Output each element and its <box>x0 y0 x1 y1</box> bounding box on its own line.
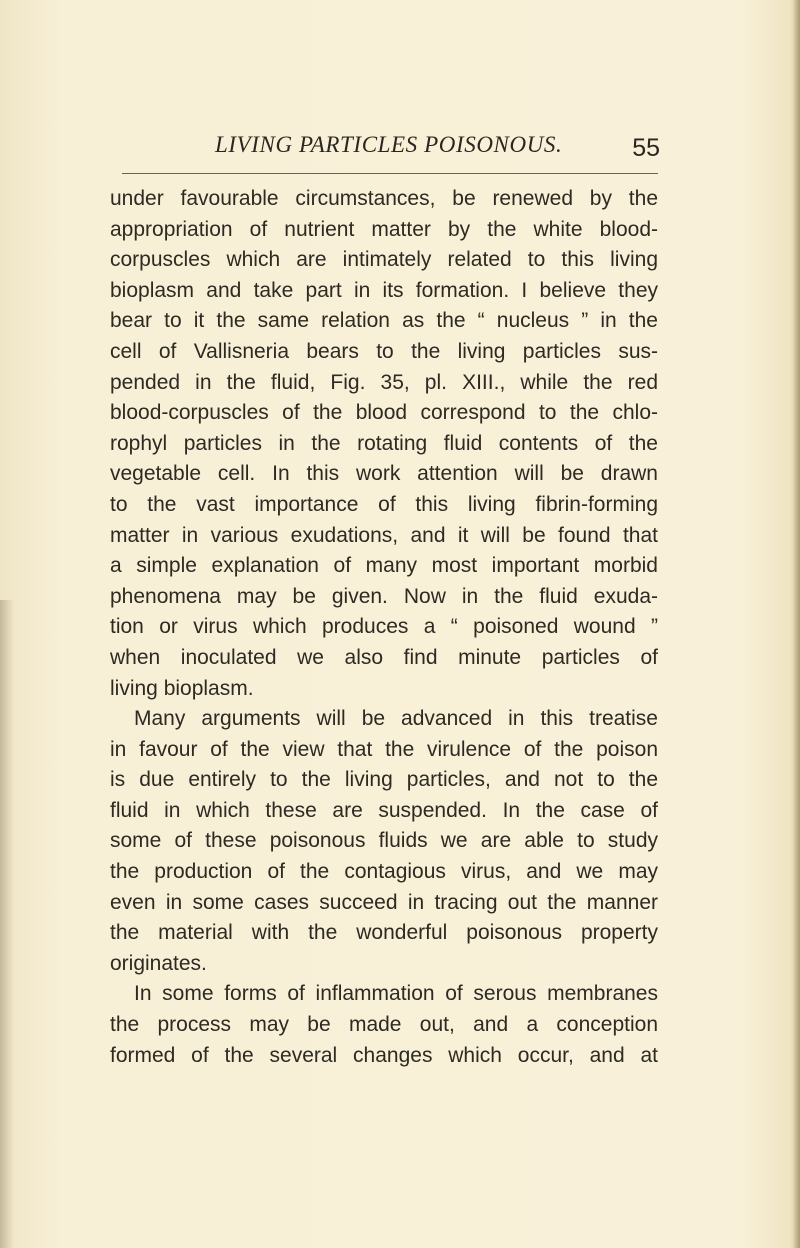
text-line: under favourable circumstances, be renewed by the <box>110 187 658 210</box>
text-line: the material with the wonderful poisonous property <box>110 921 658 945</box>
text-line: even in some cases succeed in tracing out the manner <box>110 890 658 914</box>
text-line: formed of the several changes which occur, and at <box>110 1043 658 1067</box>
header-rule <box>122 173 658 174</box>
text-line: matter in various exudations, and it will be found that <box>110 523 658 547</box>
text-line: pended in the fluid, Fig. 35, pl. XIII., while the red <box>110 370 658 394</box>
text-line: vegetable cell. In this work attention will be drawn <box>110 462 658 486</box>
text-line: the process may be made out, and a conception <box>110 1013 658 1037</box>
text-line: when inoculated we also find minute particles of <box>110 645 658 669</box>
page-number: 55 <box>632 134 660 162</box>
text-line: tion or virus which produces a “ poisoned wound ” <box>110 615 658 639</box>
text-line: appropriation of nutrient matter by the white blood- <box>110 217 658 241</box>
text-line: originates. <box>110 951 207 975</box>
text-line: bioplasm and take part in its formation. I believe they <box>110 278 658 302</box>
running-title: LIVING PARTICLES POISONOUS. <box>215 132 563 157</box>
text-line: rophyl particles in the rotating fluid contents of the <box>110 431 658 455</box>
text-line: corpuscles which are intimately related to this living <box>110 248 658 272</box>
text-line: fluid in which these are suspended. In the case of <box>110 798 658 822</box>
text-line: a simple explanation of many most important morbid <box>110 554 658 578</box>
page-gutter-shadow <box>0 600 14 1248</box>
text-line: some of these poisonous fluids we are able to study <box>110 829 658 853</box>
text-line: In some forms of inflammation of serous membranes <box>134 982 658 1006</box>
page-edge <box>794 0 800 1248</box>
text-line: living bioplasm. <box>110 676 254 700</box>
text-line: to the vast importance of this living fibrin-forming <box>110 492 658 516</box>
text-line: blood-corpuscles of the blood correspond to the chlo- <box>110 401 658 425</box>
text-line: in favour of the view that the virulence of the poison <box>110 737 658 761</box>
text-line: the production of the contagious virus, and we may <box>110 860 658 884</box>
text-line: Many arguments will be advanced in this treatise <box>134 707 658 731</box>
body-text <box>110 184 658 1071</box>
text-line: is due entirely to the living particles, and not to the <box>110 768 658 792</box>
text-line: phenomena may be given. Now in the fluid exuda- <box>110 584 658 608</box>
page-header <box>120 128 660 168</box>
text-line: bear to it the same relation as the “ nucleus ” in the <box>110 309 658 333</box>
text-line: cell of Vallisneria bears to the living particles sus- <box>110 339 658 363</box>
